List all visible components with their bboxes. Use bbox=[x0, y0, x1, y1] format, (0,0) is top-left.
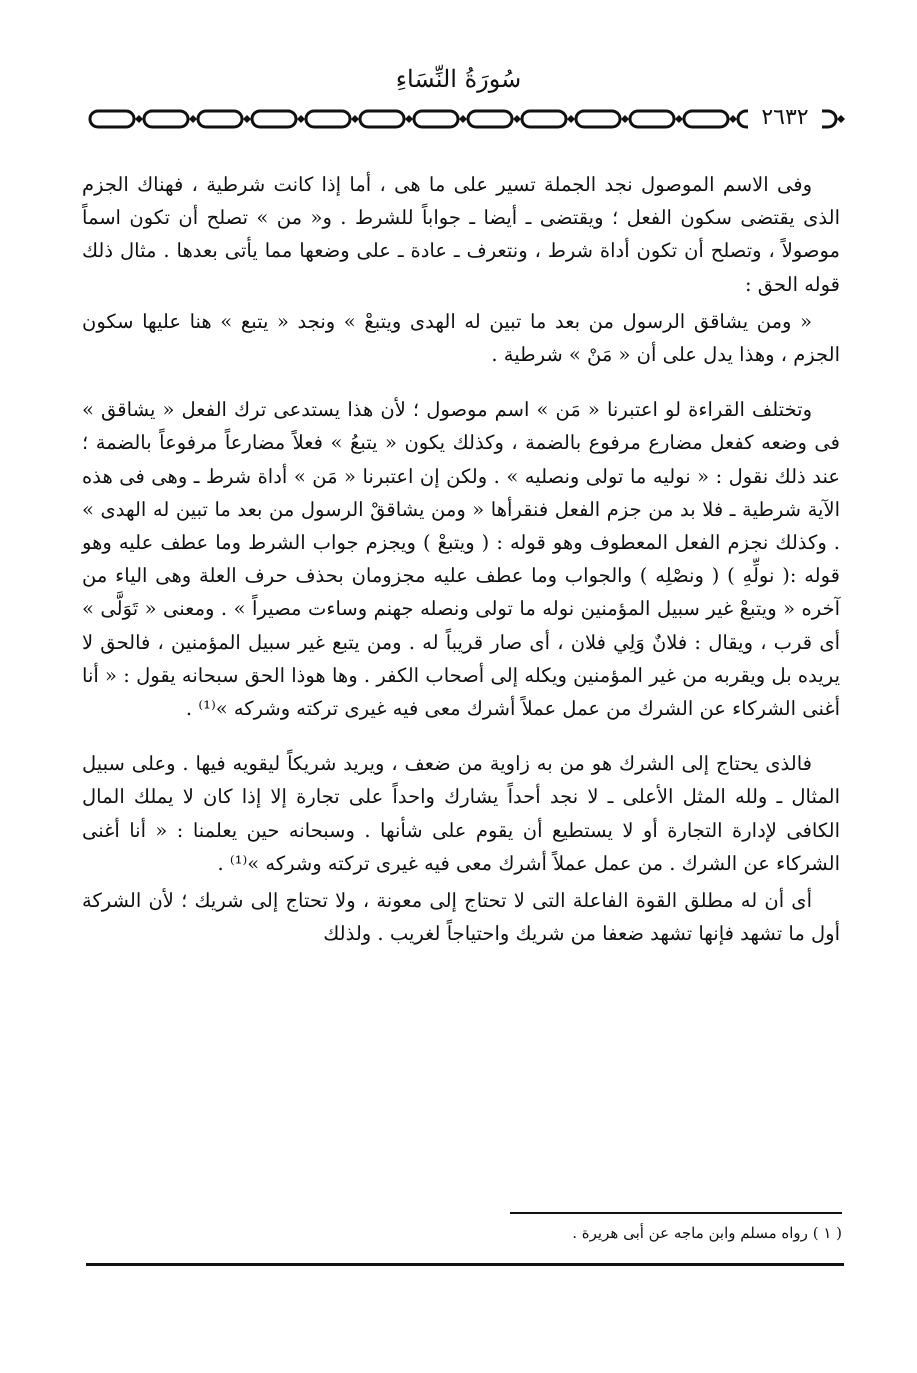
body-text bbox=[82, 168, 840, 950]
chain-link bbox=[144, 111, 188, 127]
chain-diamond bbox=[729, 115, 737, 123]
chain-diamond bbox=[405, 115, 413, 123]
paragraph: « ومن يشاقق الرسول من بعد ما تبين له الهدى ويتبعْ » ونجد « يتبع » هنا عليها سكون الجزم ، وهذا يدل على أن « مَنْ » شرطية . bbox=[82, 309, 840, 367]
chain-diamond bbox=[567, 115, 575, 123]
paragraph: فالذى يحتاج إلى الشرك هو من به زاوية من ضعف ، ويريد شريكاً ليقويه فيها . وعلى سبيل المثال ـ ولله المثل الأعلى ـ لا نجد أحداً يشارك واحداً على تجارة إلا إذا كان لا يملك المال الكافى لإدارة التجارة أو لا يستطيع أن يقوم على شأنها . وسبحانه حين يعلمنا : « أنا أغنى الشركاء عن الشرك . من عمل عملاً أشرك معى فيه غيرى تركته وشركه »⁽¹⁾ . bbox=[82, 752, 840, 875]
page-number: ٢٦٣٢ bbox=[748, 103, 822, 133]
chain-link bbox=[576, 111, 620, 127]
decorative-header-border bbox=[86, 104, 860, 134]
chain-diamond bbox=[513, 115, 521, 123]
chain-diamond bbox=[243, 115, 251, 123]
paragraph: أى أن له مطلق القوة الفاعلة التى لا تحتاج إلى معونة ، ولا تحتاج إلى شريك ؛ لأن الشركة أول ما تشهد فإنها تشهد ضعفا من شريك واحتياجاً لغريب . ولذلك bbox=[82, 889, 840, 946]
chain-link bbox=[468, 111, 512, 127]
chain-link bbox=[630, 111, 674, 127]
chain-diamond bbox=[459, 115, 467, 123]
footnote: ( ١ ) رواه مسلم وابن ماجه عن أبى هريرة . bbox=[572, 1224, 842, 1242]
chain-diamond bbox=[675, 115, 683, 123]
chain-link bbox=[198, 111, 242, 127]
paragraph: وفى الاسم الموصول نجد الجملة تسير على ما هى ، أما إذا كانت شرطية ، فهناك الجزم الذى يقتضى سكون الفعل ؛ ويقتضى ـ أيضا ـ جواباً للشرط . و« من » تصلح أن تكون اسماً موصولاً ، وتصلح أن تكون أداة شرط ، ونتعرف ـ عادة ـ على وضعها مما يأتى بعدها . مثال ذلك قوله الحق : bbox=[82, 173, 840, 296]
chain-link bbox=[90, 111, 134, 127]
chain-link bbox=[306, 111, 350, 127]
chain-diamond bbox=[351, 115, 359, 123]
chain-diamond bbox=[189, 115, 197, 123]
chain-diamond bbox=[837, 115, 845, 123]
chain-link bbox=[684, 111, 728, 127]
paragraph: وتختلف القراءة لو اعتبرنا « مَن » اسم موصول ؛ لأن هذا يستدعى ترك الفعل « يشاقق » فى وضعه كفعل مضارع مرفوع بالضمة ، وكذلك يكون « يتبعُ » فعلاً مضارعاً مرفوعاً بالضمة ؛ عند ذلك نقول : « نوليه ما تولى ونصليه » . ولكن إن اعتبرنا « مَن » أداة شرط ـ وهى فى هذه الآية شرطية ـ فلا بد من جزم الفعل فنقرأها « ومن يشاققْ الرسول من بعد ما تبين له الهدى » . وكذلك نجزم الفعل المعطوف وهو قوله : ( ويتبعْ ) ويجزم جواب الشرط وما عطف عليه وهو قوله :( نولِّهِ ) ( ونصْلِه ) والجواب وما عطف عليه مجزومان بحذف حرف العلة وهى الياء من آخره « ويتبعْ غير سبيل المؤمنين نوله ما تولى ونصله جهنم وساءت مصيراً » . ومعنى « تَوَلَّى » أى قرب ، ويقال : فلانٌ وَلِي فلان ، أى صار قريباً له . ومن يتبع غير سبيل المؤمنين ، فالحق لا يريده بل ويقربه من غير المؤمنين ويكله إلى أصحاب الكفر . وها هوذا الحق سبحانه يقول : « أنا أغنى الشركاء عن الشرك من عمل عملاً أشرك معى فيه غيرى تركته وشركه »⁽¹⁾ . bbox=[82, 398, 840, 721]
chain-diamond bbox=[135, 115, 143, 123]
chain-link bbox=[360, 111, 404, 127]
footnote-divider bbox=[510, 1212, 842, 1214]
bottom-rule bbox=[86, 1263, 844, 1266]
chain-diamond bbox=[297, 115, 305, 123]
chain-link bbox=[414, 111, 458, 127]
chain-link bbox=[522, 111, 566, 127]
surah-title: سُورَةُ النِّسَاءِ bbox=[395, 65, 522, 93]
chain-link bbox=[252, 111, 296, 127]
chain-diamond bbox=[621, 115, 629, 123]
